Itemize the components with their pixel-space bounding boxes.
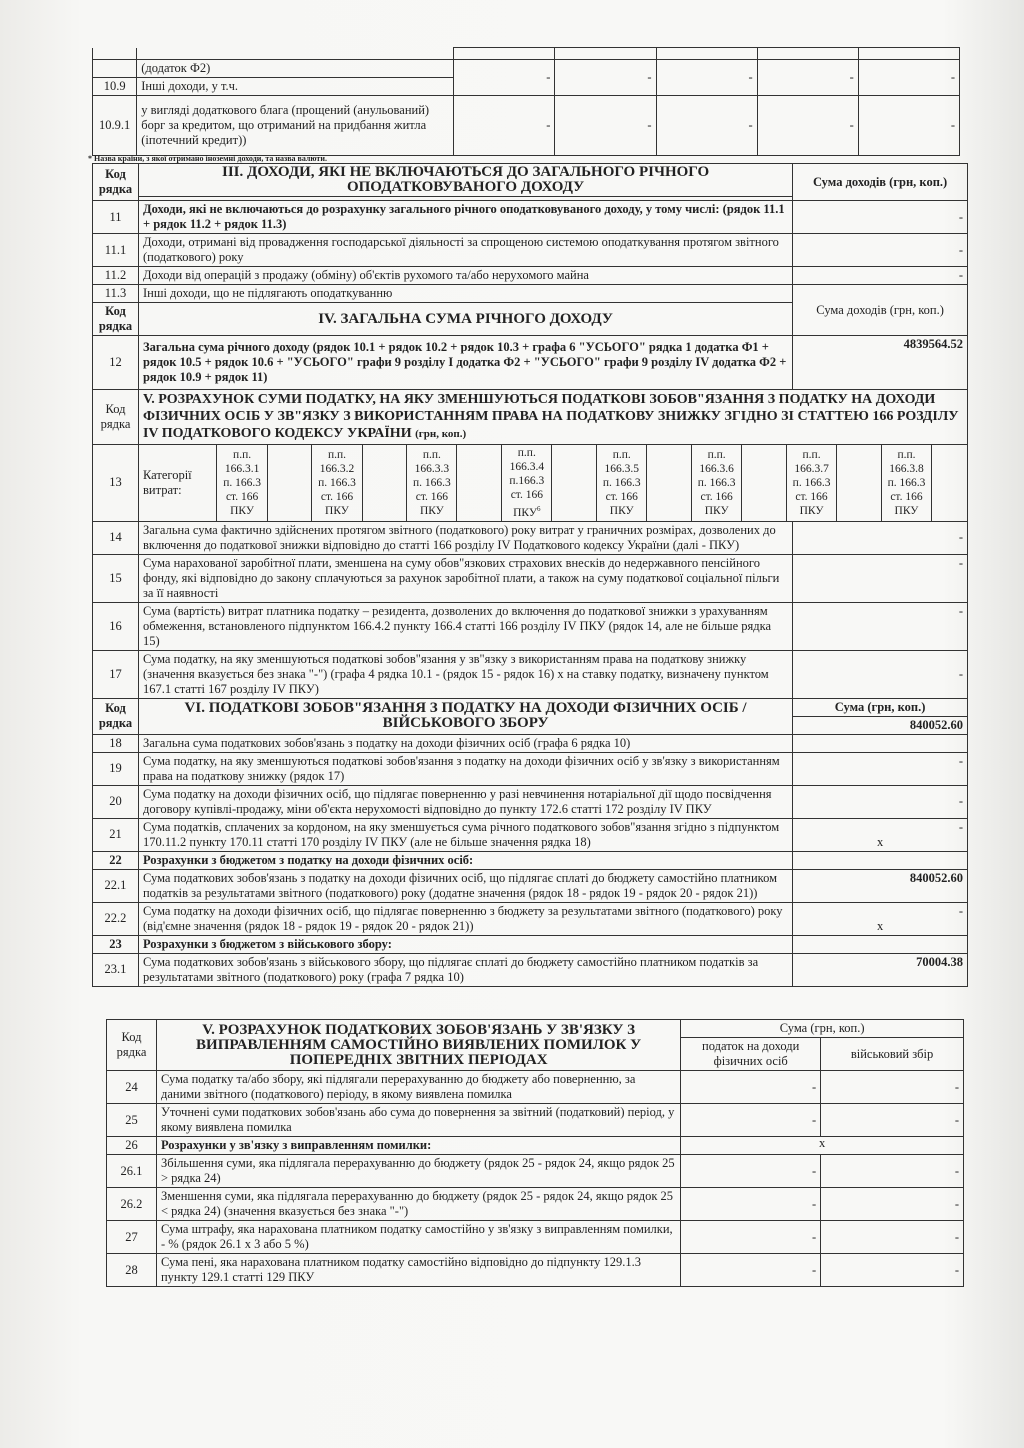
table-row: 21 Сума податків, сплачених за кордоном, на яку зменшується сума річного податкового зобов"язання згідно з підпунктом 170.11.2 пункту 170.11 статті 170 розділу IV ПКУ (але не більше значення рядка 18) - x	[93, 818, 968, 851]
table-row: 20 Сума податку на доходи фізичних осіб, що підлягає поверненню у разі невчинення нотаріальної дії щодо посвідчення договору купівлі-продажу, міни об'єкта нерухомості відповідно до пункту 172.6 статті 172 розділу IV ПКУ -	[93, 785, 968, 818]
section5-title: V. РОЗРАХУНОК СУМИ ПОДАТКУ, НА ЯКУ ЗМЕНШУЮТЬСЯ ПОДАТКОВІ ЗОБОВ"ЯЗАННЯ З ПОДАТКУ НА ДОХОДИ ФІЗИЧНИХ ОСІБ У ЗВ"ЯЗКУ З ВИКОРИСТАННЯМ ПРАВА НА ПОДАТКОВУ ЗНИЖКУ ЗГІДНО ЗІ СТАТТЕЮ 166 РОЗДІЛУ IV ПОДАТКОВОГО КОДЕКСУ УКРАЇНИ	[142, 392, 959, 441]
table-row: 11.3 Інші доходи, що не підлягають оподаткуванню Сума доходів (грн, коп.)	[93, 285, 968, 303]
expense-categories: Категорії витрат: п.п. 166.3.1 п. 166.3 ст. 166 ПКУ п.п. 166.3.2 п. 166.3 ст. 166 ПКУ п.п. 166.3.3 п. 166.3 ст. 166 ПКУ п.п. 166.3.4 п.166.3 ст. 166 ПКУ$^6$ п.п. 166.3.5 п. 166.3 ст. 166 ПКУ п.п. 166.3.6 п. 166.3 ст. 166 ПКУ п.п. 166.3.7 п. 166.3 ст. 166 ПКУ п.п. 166.3.8 п. 166.3 ст. 166 ПКУ	[139, 445, 967, 521]
table-row: 10.9.1 у вигляді додаткового блага (прощений (анульований) борг за кредитом, що отриманий на придбання житла (іпотечний кредит)) - - - - -	[93, 96, 960, 156]
table-row: 22 Розрахунки з бюджетом з податку на доходи фізичних осіб:	[93, 851, 968, 869]
table-row: 15 Сума нарахованої заробітної плати, зменшена на суму обов"язкових страхових внесків до недержавного пенсійного фонду, які відповідно до закону сплачуються за рахунок заробітної плати, а також на суму податкової соціальної пільги за її наявності -	[93, 554, 968, 602]
section4-title: IV. ЗАГАЛЬНА СУМА РІЧНОГО ДОХОДУ	[138, 303, 792, 336]
table-row: 23 Розрахунки з бюджетом з військового збору:	[93, 935, 968, 953]
table-row: 16 Сума (вартість) витрат платника податку – резидента, дозволених до включення до податкової знижки з урахуванням обмеження, встановленого підпунктом 166.4.2 пункту 166.4 статті 166 розділу IV ПКУ (рядок 14, але не більше рядка 15) -	[93, 602, 968, 650]
footnote: * Назва країни, з якої отримано іноземні доходи, та назва валюти.	[88, 154, 327, 163]
section3-header: Код рядка ІІІ. ДОХОДИ, ЯКІ НЕ ВКЛЮЧАЮТЬСЯ ДО ЗАГАЛЬНОГО РІЧНОГО ОПОДАТКОВУВАНОГО ДОХОДУ Сума доходів (грн, коп.)	[93, 164, 968, 197]
section3-title: ІІІ. ДОХОДИ, ЯКІ НЕ ВКЛЮЧАЮТЬСЯ ДО ЗАГАЛЬНОГО РІЧНОГО ОПОДАТКОВУВАНОГО ДОХОДУ	[138, 164, 792, 197]
section6-title: VI. ПОДАТКОВІ ЗОБОВ"ЯЗАННЯ З ПОДАТКУ НА ДОХОДИ ФІЗИЧНИХ ОСІБ / ВІЙСЬКОВОГО ЗБОРУ	[138, 698, 792, 734]
table-row: 11.2 Доходи від операцій з продажу (обміну) об'єктів рухомого та/або нерухомого майна -	[93, 267, 968, 285]
table-row: 22.1 Сума податкових зобов'язань з податку на доходи фізичних осіб, що підлягає сплаті до бюджету самостійно платником податків за результатами звітного (податкового) року (додатне значення (рядок 18 - рядок 19 - рядок 20 - рядок 21)) 840052.60	[93, 869, 968, 902]
table-row: 27 Сума штрафу, яка нарахована платником податку самостійно у зв'язку з виправленням помилки, - % (рядок 26.1 х 3 або 5 %) - -	[107, 1221, 964, 1254]
table-row: 22.2 Сума податку на доходи фізичних осіб, що підлягає поверненню з бюджету за результатами звітного (податкового) року (від'ємне значення (рядок 18 - рядок 19 - рядок 20 - рядок 21)) - x	[93, 902, 968, 935]
section6-header: Код рядка VI. ПОДАТКОВІ ЗОБОВ"ЯЗАННЯ З ПОДАТКУ НА ДОХОДИ ФІЗИЧНИХ ОСІБ / ВІЙСЬКОВОГО ЗБОРУ Сума (грн, коп.)	[93, 698, 968, 716]
table-row: 12 Загальна сума річного доходу (рядок 10.1 + рядок 10.2 + рядок 10.3 + графа 6 "УСЬОГО" рядка 1 додатка Ф1 + рядок 10.5 + рядок 10.6 + "УСЬОГО" графи 9 розділу І додатка Ф2 + "УСЬОГО" графи 9 розділу IV додатка Ф2 + рядок 10.9 + рядок 11) 4839564.52	[93, 336, 968, 390]
section7-title: V. РОЗРАХУНОК ПОДАТКОВИХ ЗОБОВ'ЯЗАНЬ У ЗВ'ЯЗКУ З ВИПРАВЛЕННЯМ САМОСТІЙНО ВИЯВЛЕНИХ ПОМИЛОК У ПОПЕРЕДНІХ ЗВІТНИХ ПЕРІОДАХ	[156, 1020, 680, 1071]
table-row: 26.2 Зменшення суми, яка підлягала перерахуванню до бюджету (рядок 25 - рядок 24, якщо рядок 25 < рядка 24) (значення вказується без знака "-") - -	[107, 1188, 964, 1221]
table-row: 23.1 Сума податкових зобов'язань з військового збору, що підлягає сплаті до бюджету самостійно платником податків за результатами звітного (податкового) року (графа 7 рядка 10) 70004.38	[93, 953, 968, 986]
table-row-13: 13 Категорії витрат: п.п. 166.3.1 п. 166.3 ст. 166 ПКУ п.п. 166.3.2 п. 166.3 ст. 166 ПКУ п.п. 166.3.3 п. 166.3 ст. 166 ПКУ п.п. 166.3.4 п.166.3 ст. 166 ПКУ$^6$ п.п. 166.3.5 п. 166.3 ст. 166 ПКУ п.п. 166.3.6 п. 166.3 ст. 166 ПКУ п.п. 166.3.7 п. 166.3 ст. 166 ПКУ п.п. 166.3.8 п. 166.3 ст. 166 ПКУ	[93, 445, 968, 522]
section4-header: Код рядка IV. ЗАГАЛЬНА СУМА РІЧНОГО ДОХОДУ	[93, 303, 968, 336]
table-row: 11.1 Доходи, отримані від провадження господарської діяльності за спрощеною системою оподаткування протягом звітного (податкового) року -	[93, 234, 968, 267]
table-row: 10.9 Інші доходи, у т.ч.	[93, 78, 960, 96]
table-row: 24 Сума податку та/або збору, які підлягали перерахуванню до бюджету або поверненню, за даними звітного (податкового) періоду, в якому виявлена помилка - -	[107, 1071, 964, 1104]
table-row: 26.1 Збільшення суми, яка підлягала перерахуванню до бюджету (рядок 25 - рядок 24, якщо рядок 25 > рядка 24) - -	[107, 1155, 964, 1188]
table-row: 25 Уточнені суми податкових зобов'язань або сума до повернення за звітний (податковий) період, у якому виявлена помилка - -	[107, 1104, 964, 1137]
table-row: 14 Загальна сума фактично здійснених протягом звітного (податкового) року витрат у граничних розмірах, дозволених до включення до податкової знижки відповідно до статті 166 розділу IV Податкового кодексу України (далі - ПКУ) -	[93, 521, 968, 554]
declaration-main-table: Код рядка ІІІ. ДОХОДИ, ЯКІ НЕ ВКЛЮЧАЮТЬСЯ ДО ЗАГАЛЬНОГО РІЧНОГО ОПОДАТКОВУВАНОГО ДОХОДУ Сума доходів (грн, коп.) 11 Доходи, які не включаються до розрахунку загального річного оподатковуваного доходу, у тому числі: (рядок 11.1 + рядок 11.2 + рядок 11.3) - 11.1 Доходи, отримані від провадження господарської діяльності за спрощеною системою оподаткування протягом звітного (податкового) року - 11.2 Доходи від операцій з продажу (обміну) об'єктів рухомого та/або нерухомого майна - 11.3 Інші доходи, що не підлягають оподаткуванню Сума доходів (грн, коп.) Код рядка IV. ЗАГАЛЬНА СУМА РІЧНОГО ДОХОДУ 12 Загальна сума річного доходу (рядок 10.1 + рядок 10.2 + рядок 10.3 + графа 6 "УСЬОГО" рядка 1 додатка Ф1 + рядок 10.5 + рядок 10.6 + "УСЬОГО" графи 9 розділу І додатка Ф2 + "УСЬОГО" графи 9 розділу IV додатка Ф2 + рядок 10.9 + рядок 11) 4839564.52 Код рядка V. РОЗРАХУНОК СУМИ ПОДАТКУ, НА ЯКУ ЗМЕНШУЮТЬСЯ ПОДАТКОВІ ЗОБОВ"ЯЗАННЯ З ПОДАТКУ НА ДОХОДИ ФІЗИЧНИХ ОСІБ У ЗВ"ЯЗКУ З ВИКОРИСТАННЯМ ПРАВА НА ПОДАТКОВУ ЗНИЖКУ ЗГІДНО ЗІ СТАТТЕЮ 166 РОЗДІЛУ IV ПОДАТКОВОГО КОДЕКСУ УКРАЇНИ (грн, коп.) 13 Категорії витрат: п.п. 166.3.1 п. 166.3 ст. 166 ПКУ п.п. 166.3.2 п. 166.3 ст. 166 ПКУ п.п. 166.3.3 п. 166.3 ст. 166 ПКУ п.п. 166.3.4 п.166.3 ст. 166 ПКУ$^6$ п.п. 166.3.5 п. 166.3 ст. 166 ПКУ п.п. 166.3.6 п. 166.3 ст. 166 ПКУ п.п. 166.3.7 п. 166.3 ст. 166 ПКУ п.п. 166.3.8 п. 166.3 ст. 166 ПКУ 14 Загальна сума фактично здійснених протягом звітного (податкового) року витрат у граничних розмірах, дозволених до включення до податкової знижки відповідно до статті 166 розділу IV Податкового кодексу України (далі - ПКУ) - 15 Сума нарахованої заробітної плати, зменшена на суму обов"язкових страхових внесків до недержавного пенсійного фонду, які відповідно до закону сплачуються за рахунок заробітної плати, а також на суму податкової соціальної пільги за її наявності - 16 Сума (вартість) витрат платника податку – резидента, дозволених до включення до податкової знижки з урахуванням обмеження, встановленого підпунктом 166.4.2 пункту 166.4 статті 166 розділу IV ПКУ (рядок 14, але не більше рядка 15) - 17 Сума податку, на яку зменшуються податкові зобов"язання у зв"язку з використанням права на податкову знижку (значення вказується без знака "-") (графа 4 рядка 10.1 - (рядок 15 - рядок 16) х на ставку податку, визначену пунктом 167.1 статті 167 розділу IV ПКУ) - Код рядка VI. ПОДАТКОВІ ЗОБОВ"ЯЗАННЯ З ПОДАТКУ НА ДОХОДИ ФІЗИЧНИХ ОСІБ / ВІЙСЬКОВОГО ЗБОРУ Сума (грн, коп.) 840052.60 18 Загальна сума податкових зобов'язань з податку на доходи фізичних осіб (графа 6 рядка 10) 19 Сума податку, на яку зменшуються податкові зобов'язання з податку на доходи фізичних осіб у зв'язку з використанням права на податкову знижку (рядок 17) - 20 Сума податку на доходи фізичних осіб, що підлягає поверненню у разі невчинення нотаріальної дії щодо посвідчення договору купівлі-продажу, міни об'єкта нерухомості відповідно до пункту 172.6 статті 172 розділу IV ПКУ - 21 Сума податків, сплачених за кордоном, на яку зменшується сума річного податкового зобов"язання згідно з підпунктом 170.11.2 пункту 170.11 статті 170 розділу IV ПКУ (але не більше значення рядка 18) - x 22 Розрахунки з бюджетом з податку на доходи фізичних осіб: 22.1 Сума податкових зобов'язань з податку на доходи фізичних осіб, що підлягає сплаті до бюджету самостійно платником податків за результатами звітного (податкового) року (додатне значення (рядок 18 - рядок 19 - рядок 20 - рядок 21)) 840052.60 22.2 Сума податку на доходи фізичних осіб, що підлягає поверненню з бюджету за результатами звітного (податкового) року (від'ємне значення (рядок 18 - рядок 19 - рядок 20 - рядок 21)) - x 23 Розрахунки з бюджетом з військового збору: 23.1 Сума податкових зобов'язань з військового збору, що підлягає сплаті до бюджету самостійно платником податків за результатами звітного (податкового) року (графа 7 рядка 10) 70004.38	[92, 163, 968, 987]
table-row: 19 Сума податку, на яку зменшуються податкові зобов'язання з податку на доходи фізичних осіб у зв'язку з використанням права на податкову знижку (рядок 17) -	[93, 752, 968, 785]
table-row: 17 Сума податку, на яку зменшуються податкові зобов"язання у зв"язку з використанням права на податкову знижку (значення вказується без знака "-") (графа 4 рядка 10.1 - (рядок 15 - рядок 16) х на ставку податку, визначену пунктом 167.1 статті 167 розділу IV ПКУ) -	[93, 650, 968, 698]
table-row: 18 Загальна сума податкових зобов'язань з податку на доходи фізичних осіб (графа 6 рядка 10)	[93, 734, 968, 752]
table-row: 28 Сума пені, яка нарахована платником податку самостійно відповідно до підпункту 129.1.3 пункту 129.1 статті 129 ПКУ - -	[107, 1254, 964, 1287]
table-row: (додаток Ф2) - - - - -	[93, 60, 960, 78]
section5-header: Код рядка V. РОЗРАХУНОК СУМИ ПОДАТКУ, НА ЯКУ ЗМЕНШУЮТЬСЯ ПОДАТКОВІ ЗОБОВ"ЯЗАННЯ З ПОДАТКУ НА ДОХОДИ ФІЗИЧНИХ ОСІБ У ЗВ"ЯЗКУ З ВИКОРИСТАННЯМ ПРАВА НА ПОДАТКОВУ ЗНИЖКУ ЗГІДНО ЗІ СТАТТЕЮ 166 РОЗДІЛУ IV ПОДАТКОВОГО КОДЕКСУ УКРАЇНИ (грн, коп.)	[93, 390, 968, 445]
table-row: 11 Доходи, які не включаються до розрахунку загального річного оподатковуваного доходу, у тому числі: (рядок 11.1 + рядок 11.2 + рядок 11.3) -	[93, 201, 968, 234]
table-row: 26 Розрахунки у зв'язку з виправленням помилки: x	[107, 1137, 964, 1155]
corrections-table: Код рядка V. РОЗРАХУНОК ПОДАТКОВИХ ЗОБОВ'ЯЗАНЬ У ЗВ'ЯЗКУ З ВИПРАВЛЕННЯМ САМОСТІЙНО ВИЯВЛЕНИХ ПОМИЛОК У ПОПЕРЕДНІХ ЗВІТНИХ ПЕРІОДАХ Сума (грн, коп.) податок на доходи фізичних осіб військовий збір 24 Сума податку та/або збору, які підлягали перерахуванню до бюджету або поверненню, за даними звітного (податкового) періоду, в якому виявлена помилка - - 25 Уточнені суми податкових зобов'язань або сума до повернення за звітний (податковий) період, у якому виявлена помилка - - 26 Розрахунки у зв'язку з виправленням помилки: x 26.1 Збільшення суми, яка підлягала перерахуванню до бюджету (рядок 25 - рядок 24, якщо рядок 25 > рядка 24) - - 26.2 Зменшення суми, яка підлягала перерахуванню до бюджету (рядок 25 - рядок 24, якщо рядок 25 < рядка 24) (значення вказується без знака "-") - - 27 Сума штрафу, яка нарахована платником податку самостійно у зв'язку з виправленням помилки, - % (рядок 26.1 х 3 або 5 %) - - 28 Сума пені, яка нарахована платником податку самостійно відповідно до підпункту 129.1.3 пункту 129.1 статті 129 ПКУ - -	[106, 1019, 964, 1287]
income-table-continuation	[92, 47, 960, 156]
